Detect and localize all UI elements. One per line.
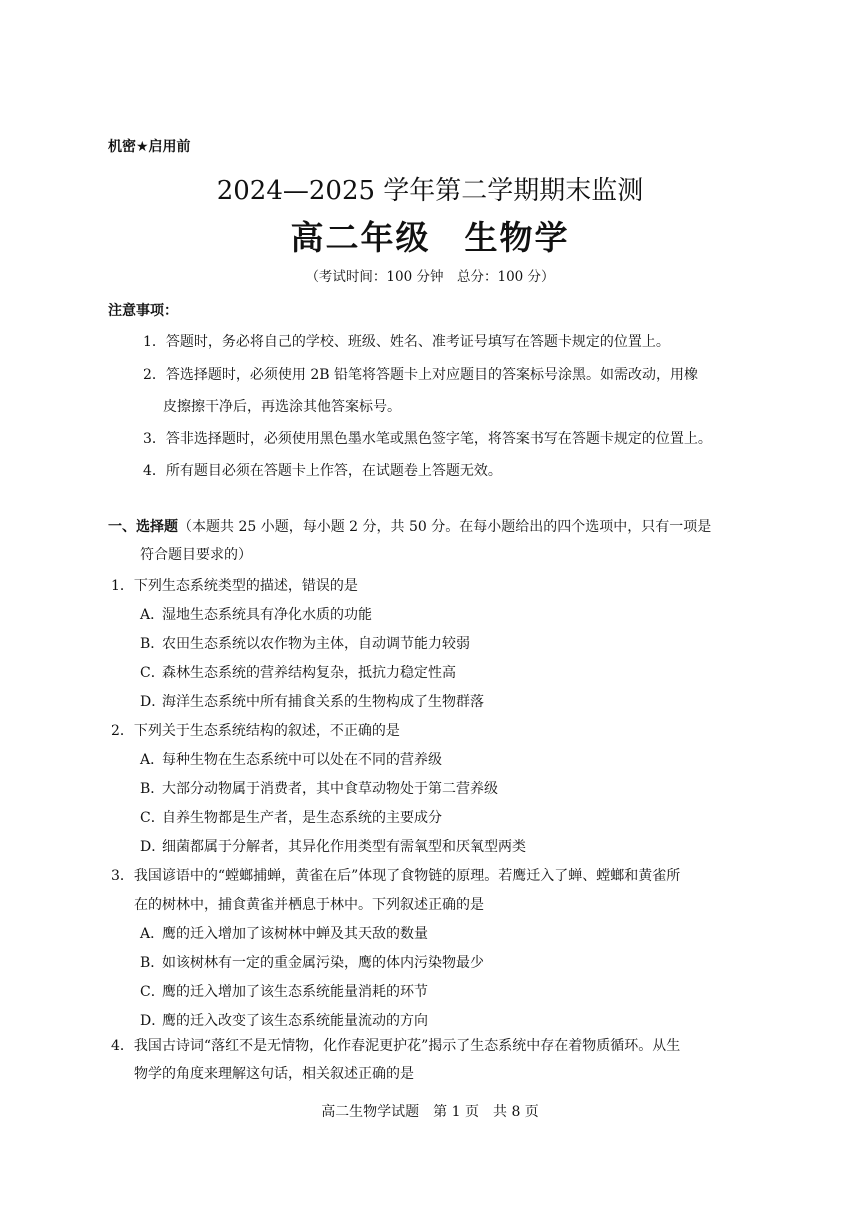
exam-title-subject — [0, 212, 860, 259]
grade-label: 高二年级 — [290, 218, 431, 257]
notice-heading: 注意事项： — [108, 303, 178, 319]
notice-item-2: 2．答选择题时，必须使用 2B 铅笔将答题卡上对应题目的答案标号涂黑。如需改动，用橡 — [143, 367, 699, 383]
question-3-option-a: A．鹰的迁入增加了该树林中蝉及其天敌的数量 — [140, 926, 428, 942]
question-1-option-c: C．森林生态系统的营养结构复杂，抵抗力稳定性高 — [140, 665, 456, 681]
question-3-stem: 3．我国谚语中的“螳螂捕蝉，黄雀在后”体现了食物链的原理。若鹰迁入了蝉、螳螂和黄雀所 — [111, 868, 681, 884]
question-1-option-d: D．海洋生态系统中所有捕食关系的生物构成了生物群落 — [140, 694, 484, 710]
page-footer: 高二生物学试题 第 1 页 共 8 页 — [321, 1104, 539, 1120]
exam-title-year: 2024—2025 学年第二学期期末监测 — [216, 176, 644, 206]
question-3-option-d: D．鹰的迁入改变了该生态系统能量流动的方向 — [140, 1013, 428, 1029]
confidential-label: 机密★启用前 — [108, 139, 191, 155]
question-3-option-b: B．如该树林有一定的重金属污染，鹰的体内污染物最少 — [140, 955, 484, 971]
question-2-option-a: A．每种生物在生态系统中可以处在不同的营养级 — [140, 752, 442, 768]
section-heading — [108, 516, 711, 536]
subject-label: 生物学 — [464, 218, 570, 257]
question-2-option-d: D．细菌都属于分解者，其异化作用类型有需氧型和厌氧型两类 — [140, 839, 526, 855]
question-3-stem-cont: 在的树林中，捕食黄雀并栖息于林中。下列叙述正确的是 — [134, 897, 484, 913]
question-4-stem-cont: 物学的角度来理解这句话，相关叙述正确的是 — [134, 1066, 414, 1082]
notice-item-4: 4．所有题目必须在答题卡上作答，在试题卷上答题无效。 — [143, 463, 502, 479]
question-2-option-c: C．自养生物都是生产者，是生态系统的主要成分 — [140, 810, 442, 826]
notice-item-3: 3．答非选择题时，必须使用黑色墨水笔或黑色签字笔，将答案书写在答题卡规定的位置上。 — [143, 431, 712, 447]
notice-item-2-cont: 皮擦擦干净后，再选涂其他答案标号。 — [163, 399, 401, 415]
question-2-option-b: B．大部分动物属于消费者，其中食草动物处于第二营养级 — [140, 781, 498, 797]
exam-info: （考试时间：100 分钟 总分：100 分） — [305, 269, 555, 285]
question-3-option-c: C．鹰的迁入增加了该生态系统能量消耗的环节 — [140, 984, 428, 1000]
question-2-stem: 2．下列关于生态系统结构的叙述，不正确的是 — [111, 723, 400, 739]
question-1-option-b: B．农田生态系统以农作物为主体，自动调节能力较弱 — [140, 636, 470, 652]
section-label: 一、选择题 — [108, 519, 178, 535]
section-description-cont: 符合题目要求的） — [140, 547, 252, 563]
question-1-option-a: A．湿地生态系统具有净化水质的功能 — [140, 607, 372, 623]
question-4-stem: 4．我国古诗词“落红不是无情物，化作春泥更护花”揭示了生态系统中存在着物质循环。从生 — [111, 1038, 681, 1054]
notice-item-1: 1．答题时，务必将自己的学校、班级、姓名、准考证号填写在答题卡规定的位置上。 — [143, 334, 670, 350]
question-1-stem: 1．下列生态系统类型的描述，错误的是 — [111, 578, 358, 594]
section-description: （本题共 25 小题，每小题 2 分，共 50 分。在每小题给出的四个选项中，只有一项是 — [178, 519, 712, 535]
